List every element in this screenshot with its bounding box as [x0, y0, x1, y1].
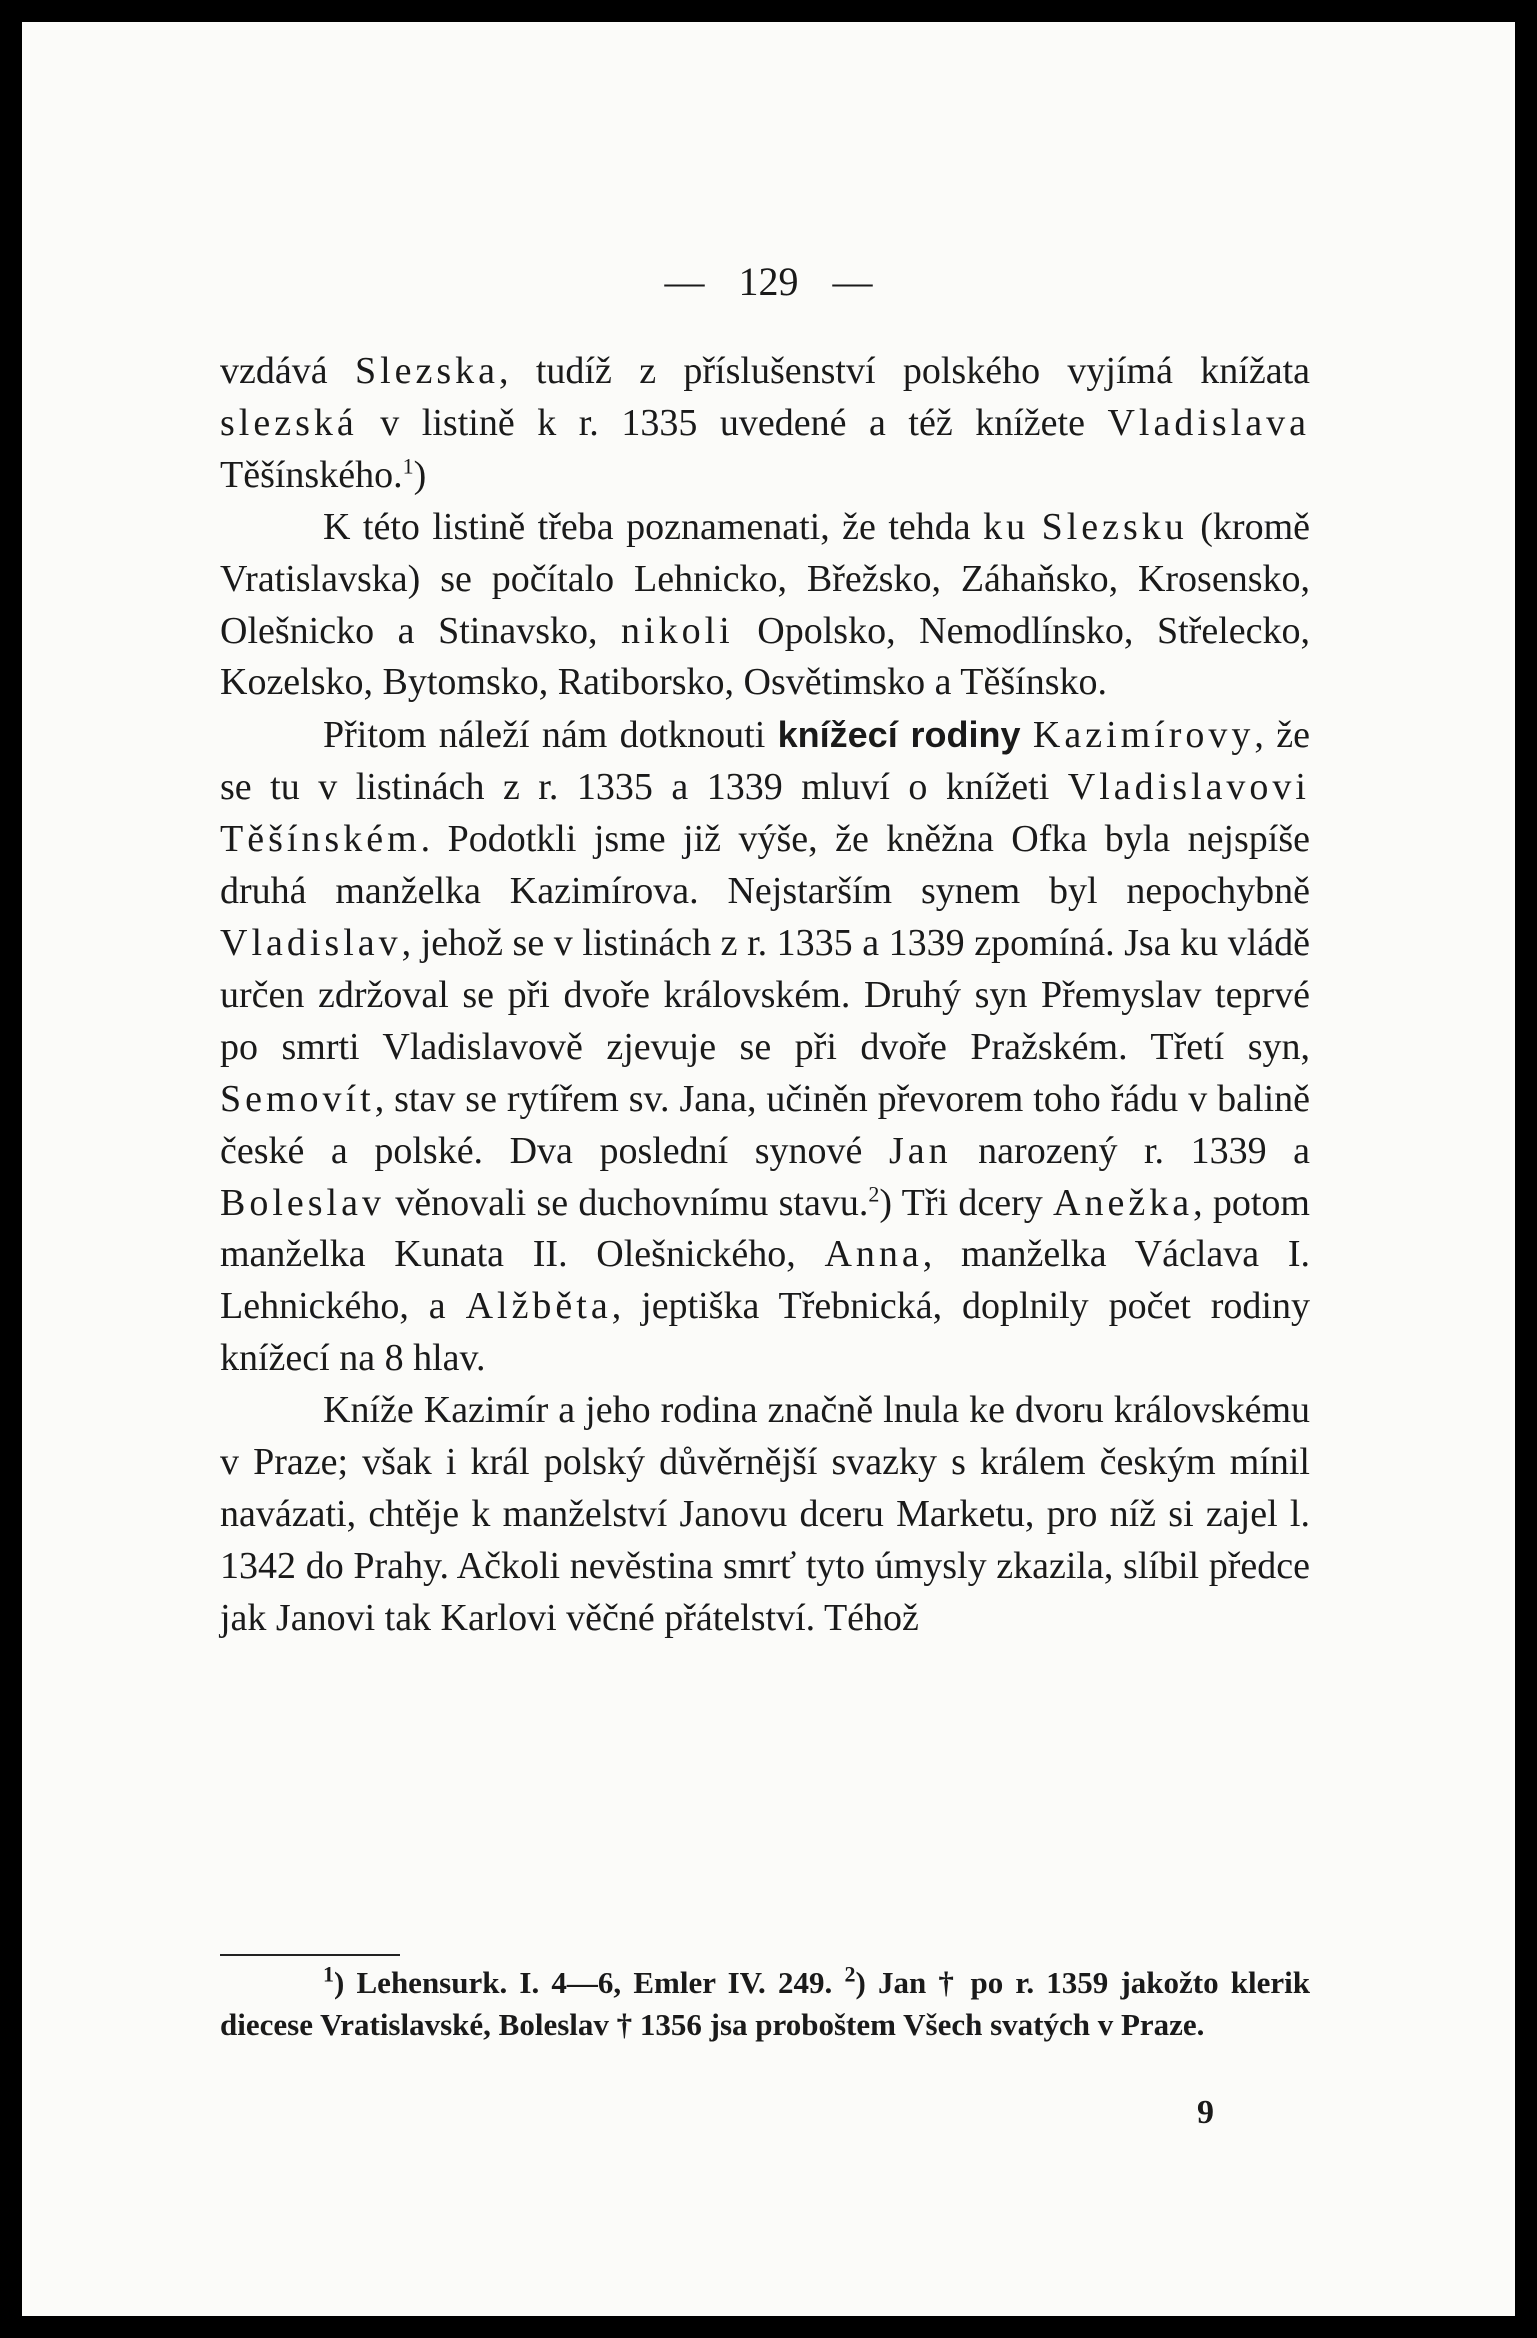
- paragraph: [220, 502, 1310, 710]
- footnote-ref: 1: [323, 1961, 334, 1987]
- text-run: v listině k r. 1335 uvedené a též knížete: [357, 401, 1108, 444]
- text-run: ): [413, 453, 427, 496]
- text-run: Těšínského.: [220, 453, 403, 496]
- text-run: [1021, 714, 1033, 756]
- text-run: ) Lehensurk. I. 4—6, Emler IV. 249.: [334, 1965, 845, 2000]
- text-run: Kníže Kazimír a jeho rodina značně lnula ke dvoru královskému v Praze; však i král polský důvěrnější svazky s králem českým mínil navázati, chtěje k manželství Janovu dceru Marketu, pro níž si zajel l. 1342 do Prahy. Ačkoli nevěstina smrť tyto úmysly zkazila, slíbil předce jak Janovi tak Karlovi věčné přátelství. Téhož: [220, 1389, 1310, 1639]
- text-run: ) Jan † po r. 1359 jakožto klerik diecese Vratislavské, Boleslav † 1356 jsa proboštem Všech svatých v Praze.: [220, 1965, 1310, 2042]
- spaced-text: ku: [983, 505, 1030, 548]
- footnote-ref: 1: [402, 453, 414, 479]
- spaced-text: Kazimírovy: [1032, 714, 1255, 757]
- spaced-text: Boleslav: [220, 1181, 385, 1224]
- text-run: narozený r. 1339 a: [951, 1129, 1310, 1172]
- spaced-text: Anežka: [1053, 1181, 1194, 1224]
- text-run: Přitom náleží nám dotknouti: [323, 714, 778, 757]
- text-run: , stav se rytířem sv. Jana, učiněn převorem toho řádu v balině české a polské. Dva poslední synové: [220, 1077, 1310, 1172]
- page-number: 129: [738, 259, 799, 304]
- bold-text: knížecí rodiny: [777, 714, 1021, 756]
- spaced-text: Vladislava: [1107, 401, 1310, 444]
- spaced-text: Vladislavovi Těšínském: [220, 766, 1310, 861]
- footnote-ref: 2: [844, 1961, 856, 1987]
- paragraph: [220, 346, 1310, 502]
- text-run: [1029, 506, 1041, 548]
- spaced-text: Vladislav: [220, 921, 402, 964]
- header-dash-right: —: [832, 259, 873, 304]
- spaced-text: slezská: [220, 401, 358, 444]
- spaced-text: Slezska: [354, 350, 500, 392]
- text-run: (kromě Vratislavska) se počítalo Lehnicko, Břežsko, Záhaňsko, Krosensko, Olešnicko a Stinavsko,: [220, 505, 1311, 652]
- book-page: [22, 22, 1515, 2316]
- running-header: [22, 258, 1515, 305]
- spaced-text: Alžběta: [465, 1285, 612, 1328]
- text-run: . Podotkli jsme již výše, že kněžna Ofka byla nejspíše druhá manželka Kazimírova. Nejstarším synem byl nepochybně: [220, 818, 1310, 913]
- spaced-text: nikoli: [621, 609, 734, 652]
- spaced-text: Jan: [888, 1129, 952, 1172]
- signature-mark: 9: [1197, 2094, 1214, 2131]
- spaced-text: Slezsku: [1041, 505, 1188, 548]
- text-run: vzdává: [220, 350, 355, 392]
- text-run: , jehož se v listinách z r. 1335 a 1339 zpomíná. Jsa ku vládě určen zdržoval se při dvoře královském. Druhý syn Přemyslav teprvé po smrti Vladislavově zjevuje se při dvoře Pražském. Třetí syn,: [220, 921, 1310, 1068]
- footnote-text: [220, 1962, 1310, 2046]
- text-run: , potom manželka Kunata II. Olešnického,: [220, 1181, 1310, 1276]
- footnotes: [220, 1962, 1310, 2046]
- text-run: K této listině třeba poznamenati, že tehda: [323, 505, 984, 548]
- footnote-ref: 2: [868, 1180, 880, 1206]
- paragraph: [220, 709, 1310, 1385]
- body-text: [220, 346, 1310, 1645]
- text-run: ) Tři dcery: [879, 1181, 1054, 1224]
- text-run: , že se tu v listinách z r. 1335 a 1339 mluví o knížeti: [220, 714, 1310, 809]
- header-dash-left: —: [664, 259, 705, 304]
- text-run: , manželka Václava I. Lehnického, a: [220, 1233, 1310, 1328]
- text-run: , tudíž z příslušenství polského vyjímá knížata: [499, 350, 1310, 392]
- paragraph: [220, 1385, 1310, 1645]
- spaced-text: Semovít: [220, 1077, 375, 1120]
- text-run: Opolsko, Nemodlínsko, Střelecko, Kozelsko, Bytomsko, Ratiborsko, Osvětimsko a Těšínsko.: [220, 609, 1310, 704]
- text-run: věnovali se duchovnímu stavu.: [384, 1181, 869, 1224]
- spaced-text: Anna: [824, 1233, 923, 1276]
- text-run: , jeptiška Třebnická, doplnily počet rodiny knížecí na 8 hlav.: [220, 1285, 1310, 1380]
- footnote-rule: [220, 1954, 400, 1956]
